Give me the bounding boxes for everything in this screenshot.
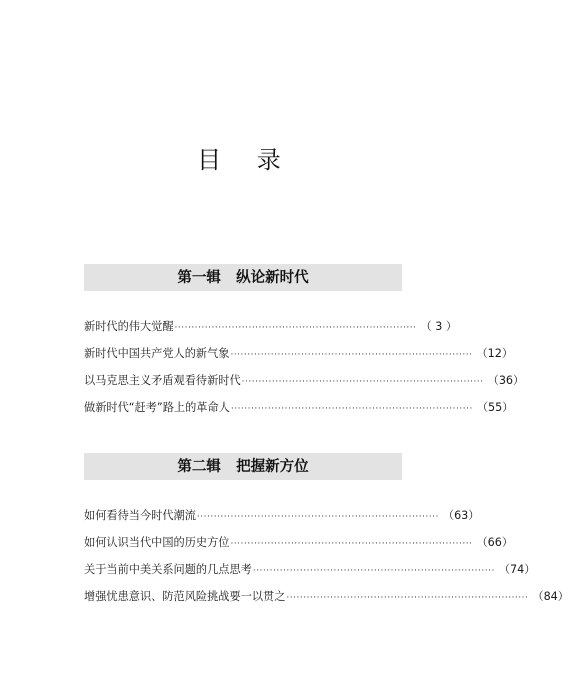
toc-entry-title: 如何认识当代中国的历史方位 — [84, 536, 230, 549]
toc-entry-page: （66） — [476, 536, 514, 549]
toc-entry-page: （36） — [487, 374, 525, 387]
toc-entry[interactable] — [84, 320, 458, 347]
toc-entry-page: （ 3 ） — [420, 320, 458, 333]
toc-entry[interactable] — [84, 563, 536, 590]
toc-entry-page: （55） — [476, 401, 514, 414]
dot-leader: ········································································ — [174, 323, 417, 333]
dot-leader: ········································································ — [230, 350, 473, 360]
section-header: 第一辑 纵论新时代 — [84, 264, 402, 291]
toc-entry-page: （63） — [442, 509, 480, 522]
toc-entry-page: （84） — [532, 590, 569, 603]
toc-entry-title: 以马克思主义矛盾观看待新时代 — [84, 374, 241, 387]
toc-entry[interactable] — [84, 374, 525, 401]
toc-entry[interactable] — [84, 590, 569, 617]
toc-section-1 — [84, 264, 525, 428]
toc-entry-title: 新时代的伟大觉醒 — [84, 320, 174, 333]
toc-entry-title: 如何看待当今时代潮流 — [84, 509, 196, 522]
toc-entry-page: （74） — [498, 563, 536, 576]
toc-entry-title: 关于当前中美关系问题的几点思考 — [84, 563, 252, 576]
toc-list — [84, 320, 525, 428]
dot-leader: ········································································ — [252, 566, 495, 576]
dot-leader: ········································································ — [230, 539, 473, 549]
page-title: 目 录 — [197, 146, 295, 174]
toc-list — [84, 509, 569, 617]
toc-entry-title: 新时代中国共产党人的新气象 — [84, 347, 230, 360]
toc-entry[interactable] — [84, 401, 514, 428]
toc-entry-page: （12） — [476, 347, 514, 360]
dot-leader: ········································································ — [230, 404, 473, 414]
toc-entry-title: 增强忧患意识、防范风险挑战要一以贯之 — [84, 590, 286, 603]
toc-section-2 — [84, 453, 569, 617]
toc-entry-title: 做新时代“赶考”路上的革命人 — [84, 401, 230, 414]
dot-leader: ········································································ — [286, 593, 529, 603]
toc-entry[interactable] — [84, 509, 480, 536]
section-header: 第二辑 把握新方位 — [84, 453, 402, 480]
dot-leader: ········································································ — [241, 377, 484, 387]
dot-leader: ········································································ — [196, 512, 439, 522]
toc-entry[interactable] — [84, 536, 514, 563]
toc-entry[interactable] — [84, 347, 514, 374]
